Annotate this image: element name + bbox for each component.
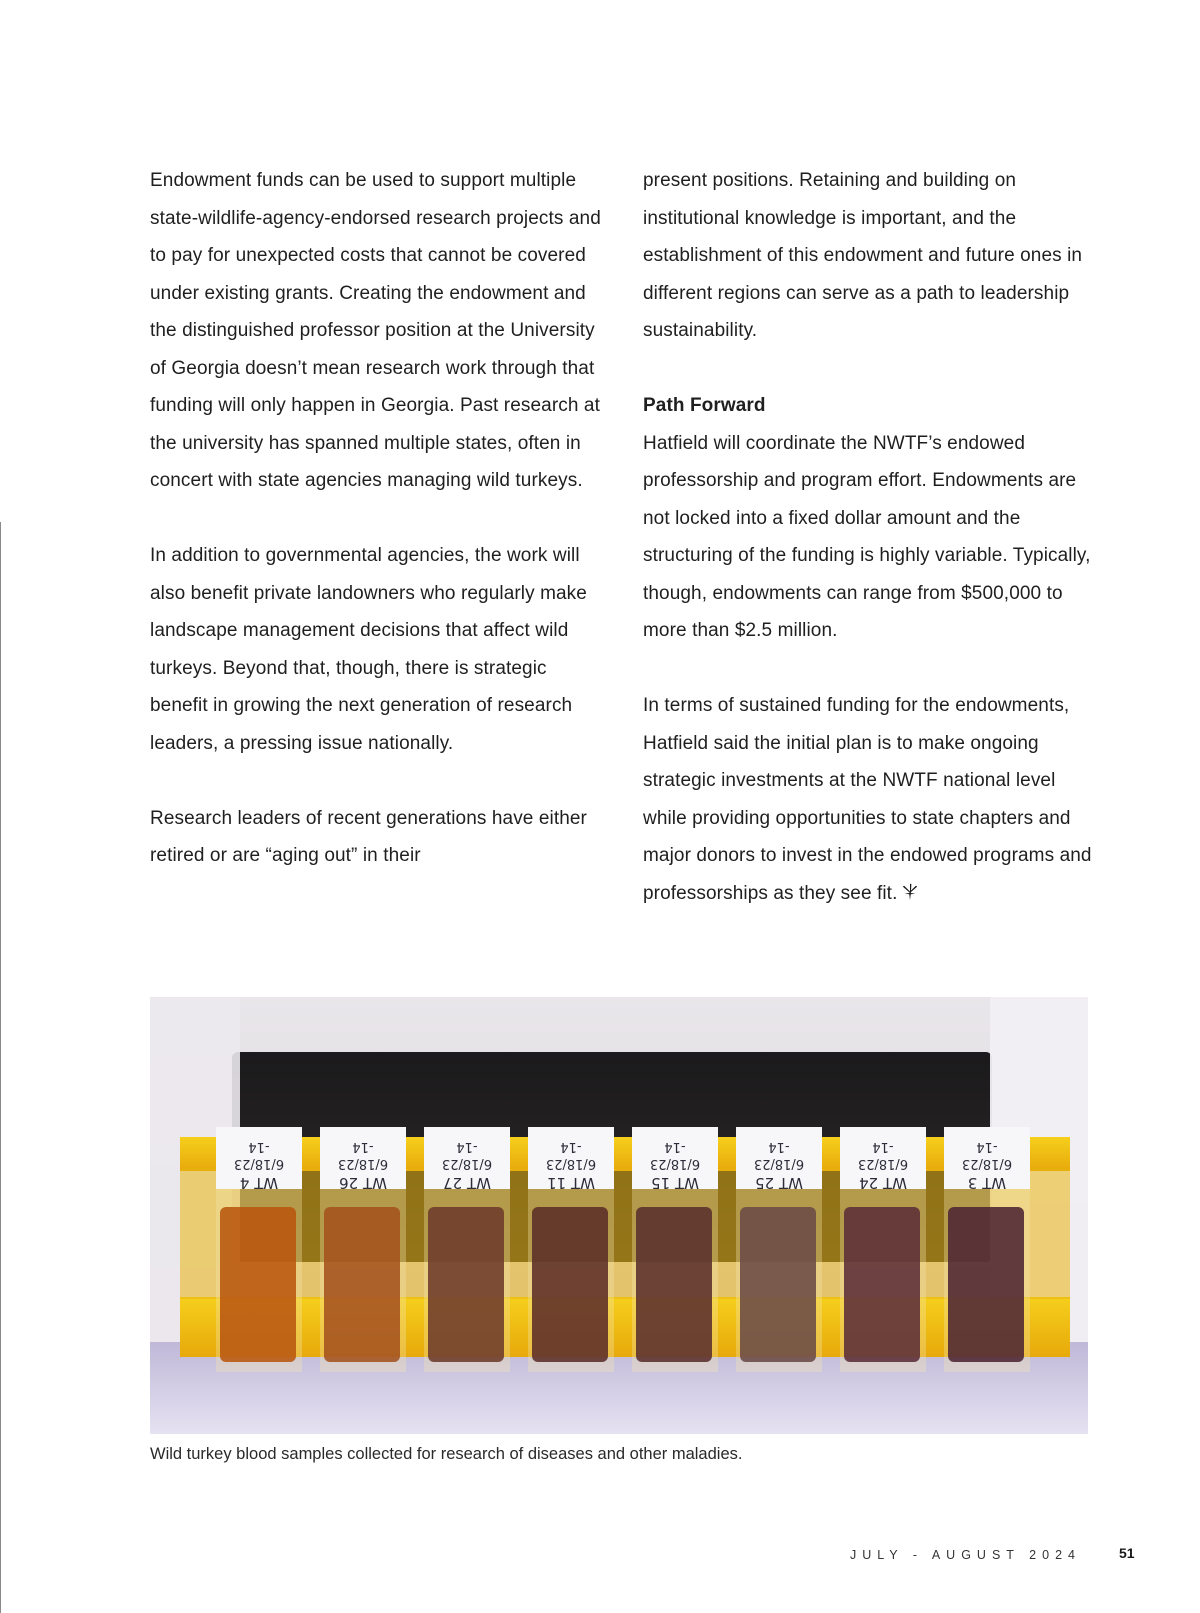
blood-samples-photo — [150, 997, 1088, 1434]
slide-sample — [944, 1127, 1030, 1372]
page-number: 51 — [1119, 1545, 1135, 1561]
blood-smear — [844, 1207, 920, 1362]
article-paragraph: Endowment funds can be used to support multiple state-wildlife-agency-endorsed research projects and to pay for unexpected costs that cannot be covered under existing grants. Creating the endowment and the distinguished professor position at the University of Georgia doesn’t mean research work through that funding will only happen in Georgia. Past research at the university has spanned multiple states, often in concert with state agencies managing wild turkeys. — [150, 170, 601, 491]
slide-label-id: WT 24 — [859, 1174, 907, 1192]
slide-label-id: WT 27 — [443, 1174, 491, 1192]
slide-label-date: 6/18/23 — [961, 1156, 1013, 1171]
slide-label-date: 6/18/23 — [649, 1156, 701, 1171]
slide-label-id: WT 3 — [967, 1174, 1007, 1192]
blood-samples-illustration — [150, 997, 1088, 1434]
blood-smear — [948, 1207, 1024, 1362]
slide-label-date: 6/18/23 — [857, 1156, 909, 1171]
article-paragraph-text: In terms of sustained funding for the endowments, Hatfield said the initial plan is to make ongoing strategic investments at the NWTF national level while providing opportunities to state chapters and major donors to invest in the endowed programs and professorships as they see fit. — [643, 695, 1092, 904]
blood-smear — [532, 1207, 608, 1362]
page-edge-rule — [0, 522, 1, 1613]
slide-label-code: -14 — [456, 1139, 478, 1154]
slide-sample — [528, 1127, 614, 1372]
turkey-track-icon — [901, 883, 919, 901]
section-heading: Path Forward — [643, 395, 766, 416]
slide-sample — [424, 1127, 510, 1372]
slide-label-code: -14 — [248, 1139, 270, 1154]
slide-label-date: 6/18/23 — [753, 1156, 805, 1171]
article-paragraph — [643, 687, 1095, 912]
slide-label-id: WT 4 — [239, 1174, 279, 1192]
blood-smear — [428, 1207, 504, 1362]
slide-label-id: WT 11 — [547, 1174, 595, 1192]
photo-caption: Wild turkey blood samples collected for research of diseases and other maladies. — [150, 1445, 743, 1463]
slide-label-id: WT 25 — [755, 1174, 803, 1192]
blood-smear — [324, 1207, 400, 1362]
article-paragraph: Research leaders of recent generations have either retired or are “aging out” in their — [150, 807, 587, 866]
blood-smear — [220, 1207, 296, 1362]
slide-label-code: -14 — [664, 1139, 686, 1154]
issue-date: JULY - AUGUST 2024 — [850, 1548, 1081, 1562]
article-paragraph: Hatfield will coordinate the NWTF’s endowed professorship and program effort. Endowments are not locked into a fixed dollar amount and the structuring of the funding is highly variable. Typically, though, endowments can range from $500,000 to more than $2.5 million. — [643, 432, 1091, 641]
slide-label-code: -14 — [976, 1139, 998, 1154]
slide-sample — [840, 1127, 926, 1372]
slide-label-code: -14 — [768, 1139, 790, 1154]
slide-label-date: 6/18/23 — [233, 1156, 285, 1171]
blood-smear — [636, 1207, 712, 1362]
article-paragraph: In addition to governmental agencies, the work will also benefit private landowners who regularly make landscape management decisions that affect wild turkeys. Beyond that, though, there is strategic benefit in growing the next generation of research leaders, a pressing issue nationally. — [150, 545, 587, 754]
slide-label-date: 6/18/23 — [441, 1156, 493, 1171]
article-right-column — [643, 162, 1095, 912]
slide-label-code: -14 — [560, 1139, 582, 1154]
article-paragraph: present positions. Retaining and building on institutional knowledge is important, and the establishment of this endowment and future ones in different regions can serve as a path to leadership sustainability. — [643, 170, 1083, 341]
slide-label-code: -14 — [872, 1139, 894, 1154]
slide-label-id: WT 15 — [651, 1174, 699, 1192]
slide-label-date: 6/18/23 — [545, 1156, 597, 1171]
slide-label-code: -14 — [352, 1139, 374, 1154]
slide-sample — [216, 1127, 302, 1372]
slide-label-id: WT 26 — [339, 1174, 387, 1192]
slide-sample — [736, 1127, 822, 1372]
article-left-column — [150, 162, 602, 875]
slide-sample — [320, 1127, 406, 1372]
slide-label-date: 6/18/23 — [337, 1156, 389, 1171]
slide-sample — [632, 1127, 718, 1372]
blood-smear — [740, 1207, 816, 1362]
